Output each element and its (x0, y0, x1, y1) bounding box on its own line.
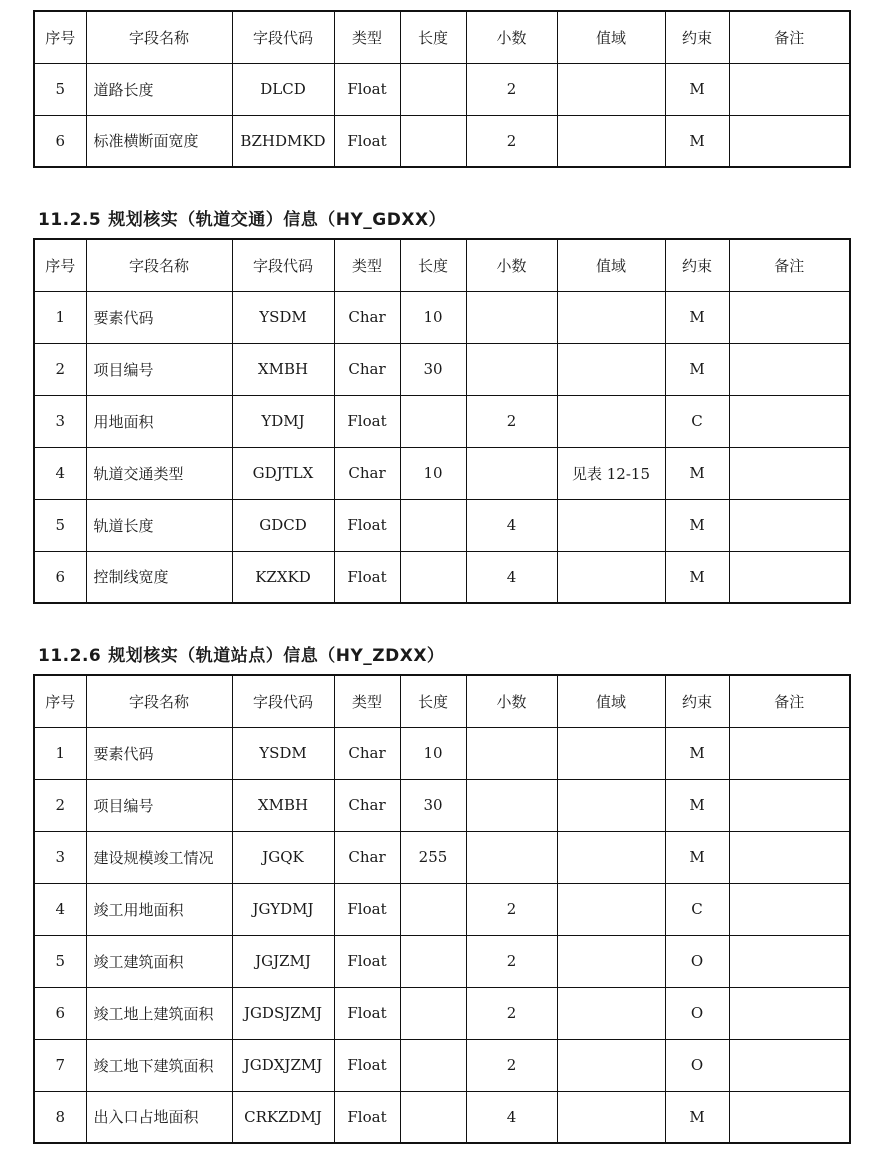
cell-note (729, 883, 850, 935)
cell-note (729, 447, 850, 499)
table-row (34, 1039, 850, 1091)
field-table-zdxx (33, 674, 851, 1144)
cell-constraint: C (665, 395, 729, 447)
header-decimal: 小数 (466, 239, 557, 291)
section-number: 11.2.5 (38, 210, 102, 230)
cell-range (557, 395, 665, 447)
cell-constraint: O (665, 987, 729, 1039)
header-type: 类型 (334, 239, 400, 291)
cell-decimal: 2 (466, 935, 557, 987)
cell-constraint: C (665, 883, 729, 935)
header-decimal: 小数 (466, 675, 557, 727)
table-row (34, 883, 850, 935)
cell-length (400, 115, 466, 167)
cell-no: 1 (34, 727, 86, 779)
cell-range (557, 1091, 665, 1143)
cell-name: 竣工地下建筑面积 (86, 1039, 232, 1091)
cell-no: 5 (34, 63, 86, 115)
header-name: 字段名称 (86, 675, 232, 727)
cell-decimal: 2 (466, 395, 557, 447)
cell-name: 用地面积 (86, 395, 232, 447)
cell-constraint: M (665, 831, 729, 883)
cell-code: GDCD (232, 499, 334, 551)
section-heading-zdxx (38, 641, 444, 666)
header-code: 字段代码 (232, 11, 334, 63)
cell-no: 4 (34, 883, 86, 935)
cell-code: JGDSJZMJ (232, 987, 334, 1039)
cell-no: 3 (34, 831, 86, 883)
cell-note (729, 551, 850, 603)
header-constraint: 约束 (665, 239, 729, 291)
header-range: 值域 (557, 11, 665, 63)
cell-range (557, 291, 665, 343)
cell-type: Float (334, 987, 400, 1039)
header-constraint: 约束 (665, 11, 729, 63)
cell-name: 竣工建筑面积 (86, 935, 232, 987)
cell-constraint: O (665, 935, 729, 987)
cell-note (729, 831, 850, 883)
header-length: 长度 (400, 675, 466, 727)
cell-constraint: M (665, 779, 729, 831)
cell-note (729, 1091, 850, 1143)
section-title: 规划核实（轨道站点）信息（HY_ZDXX） (108, 646, 445, 666)
cell-type: Float (334, 935, 400, 987)
cell-name: 要素代码 (86, 727, 232, 779)
cell-length (400, 883, 466, 935)
cell-code: BZHDMKD (232, 115, 334, 167)
cell-note (729, 343, 850, 395)
table-row (34, 779, 850, 831)
cell-note (729, 115, 850, 167)
cell-length (400, 551, 466, 603)
cell-constraint: M (665, 1091, 729, 1143)
header-constraint: 约束 (665, 675, 729, 727)
cell-decimal (466, 291, 557, 343)
cell-code: GDJTLX (232, 447, 334, 499)
cell-no: 4 (34, 447, 86, 499)
field-table-gdxx (33, 238, 851, 604)
header-length: 长度 (400, 239, 466, 291)
cell-code: KZXKD (232, 551, 334, 603)
cell-name: 要素代码 (86, 291, 232, 343)
cell-length (400, 1039, 466, 1091)
cell-constraint: M (665, 343, 729, 395)
cell-name: 项目编号 (86, 779, 232, 831)
cell-note (729, 727, 850, 779)
header-note: 备注 (729, 239, 850, 291)
cell-length (400, 987, 466, 1039)
cell-range (557, 115, 665, 167)
cell-range (557, 499, 665, 551)
cell-range (557, 779, 665, 831)
cell-range (557, 343, 665, 395)
cell-note (729, 987, 850, 1039)
header-note: 备注 (729, 675, 850, 727)
cell-length: 10 (400, 447, 466, 499)
header-range: 值域 (557, 675, 665, 727)
cell-code: JGDXJZMJ (232, 1039, 334, 1091)
cell-decimal: 2 (466, 987, 557, 1039)
table-header-row (34, 11, 850, 63)
cell-name: 轨道交通类型 (86, 447, 232, 499)
table-row (34, 115, 850, 167)
cell-constraint: O (665, 1039, 729, 1091)
cell-type: Float (334, 883, 400, 935)
cell-no: 6 (34, 551, 86, 603)
cell-range (557, 987, 665, 1039)
cell-no: 6 (34, 987, 86, 1039)
header-no: 序号 (34, 239, 86, 291)
cell-decimal (466, 831, 557, 883)
table-header-row (34, 675, 850, 727)
cell-constraint: M (665, 63, 729, 115)
cell-name: 标准横断面宽度 (86, 115, 232, 167)
field-table-continued (33, 10, 851, 168)
header-no: 序号 (34, 675, 86, 727)
cell-no: 7 (34, 1039, 86, 1091)
cell-name: 道路长度 (86, 63, 232, 115)
cell-name: 出入口占地面积 (86, 1091, 232, 1143)
cell-length: 30 (400, 779, 466, 831)
cell-note (729, 395, 850, 447)
header-name: 字段名称 (86, 239, 232, 291)
table-row (34, 987, 850, 1039)
cell-range (557, 551, 665, 603)
table-row (34, 551, 850, 603)
header-code: 字段代码 (232, 675, 334, 727)
cell-note (729, 935, 850, 987)
table-row (34, 499, 850, 551)
cell-length (400, 63, 466, 115)
section-title: 规划核实（轨道交通）信息（HY_GDXX） (108, 210, 447, 230)
table-row (34, 1091, 850, 1143)
cell-decimal: 4 (466, 499, 557, 551)
cell-range (557, 63, 665, 115)
table-row (34, 727, 850, 779)
table-header-row (34, 239, 850, 291)
cell-type: Float (334, 1091, 400, 1143)
cell-code: XMBH (232, 779, 334, 831)
cell-constraint: M (665, 115, 729, 167)
cell-no: 5 (34, 935, 86, 987)
header-length: 长度 (400, 11, 466, 63)
header-no: 序号 (34, 11, 86, 63)
cell-decimal: 4 (466, 1091, 557, 1143)
cell-decimal: 2 (466, 883, 557, 935)
cell-decimal (466, 779, 557, 831)
table-row (34, 291, 850, 343)
header-decimal: 小数 (466, 11, 557, 63)
cell-note (729, 779, 850, 831)
cell-constraint: M (665, 499, 729, 551)
cell-decimal (466, 343, 557, 395)
cell-code: CRKZDMJ (232, 1091, 334, 1143)
cell-name: 控制线宽度 (86, 551, 232, 603)
cell-range (557, 935, 665, 987)
cell-type: Float (334, 63, 400, 115)
table-row (34, 935, 850, 987)
cell-constraint: M (665, 551, 729, 603)
table-row (34, 447, 850, 499)
cell-no: 5 (34, 499, 86, 551)
cell-length (400, 935, 466, 987)
cell-type: Char (334, 727, 400, 779)
cell-type: Float (334, 499, 400, 551)
header-type: 类型 (334, 675, 400, 727)
section-number: 11.2.6 (38, 646, 102, 666)
header-note: 备注 (729, 11, 850, 63)
cell-constraint: M (665, 291, 729, 343)
cell-note (729, 1039, 850, 1091)
cell-name: 竣工地上建筑面积 (86, 987, 232, 1039)
cell-range (557, 727, 665, 779)
cell-length (400, 1091, 466, 1143)
cell-no: 2 (34, 779, 86, 831)
cell-decimal (466, 447, 557, 499)
cell-decimal: 4 (466, 551, 557, 603)
cell-type: Float (334, 395, 400, 447)
cell-constraint: M (665, 447, 729, 499)
cell-no: 2 (34, 343, 86, 395)
cell-type: Char (334, 447, 400, 499)
cell-type: Char (334, 831, 400, 883)
cell-code: JGYDMJ (232, 883, 334, 935)
cell-code: XMBH (232, 343, 334, 395)
cell-length: 255 (400, 831, 466, 883)
cell-length (400, 499, 466, 551)
cell-note (729, 499, 850, 551)
cell-name: 建设规模竣工情况 (86, 831, 232, 883)
cell-range (557, 1039, 665, 1091)
cell-decimal: 2 (466, 115, 557, 167)
cell-decimal: 2 (466, 1039, 557, 1091)
cell-decimal: 2 (466, 63, 557, 115)
cell-type: Float (334, 115, 400, 167)
cell-no: 1 (34, 291, 86, 343)
header-range: 值域 (557, 239, 665, 291)
cell-range (557, 883, 665, 935)
table-row (34, 831, 850, 883)
table-row (34, 395, 850, 447)
header-code: 字段代码 (232, 239, 334, 291)
cell-length (400, 395, 466, 447)
cell-code: YDMJ (232, 395, 334, 447)
cell-code: YSDM (232, 291, 334, 343)
cell-note (729, 63, 850, 115)
cell-type: Float (334, 551, 400, 603)
cell-code: JGQK (232, 831, 334, 883)
cell-type: Char (334, 343, 400, 395)
header-name: 字段名称 (86, 11, 232, 63)
cell-length: 10 (400, 291, 466, 343)
cell-type: Float (334, 1039, 400, 1091)
cell-name: 项目编号 (86, 343, 232, 395)
cell-type: Char (334, 291, 400, 343)
cell-code: YSDM (232, 727, 334, 779)
cell-no: 3 (34, 395, 86, 447)
cell-code: JGJZMJ (232, 935, 334, 987)
cell-constraint: M (665, 727, 729, 779)
cell-name: 轨道长度 (86, 499, 232, 551)
cell-name: 竣工用地面积 (86, 883, 232, 935)
cell-range (557, 831, 665, 883)
section-heading-gdxx (38, 205, 446, 230)
cell-length: 30 (400, 343, 466, 395)
cell-decimal (466, 727, 557, 779)
table-row (34, 343, 850, 395)
cell-no: 8 (34, 1091, 86, 1143)
cell-range: 见表 12-15 (557, 447, 665, 499)
cell-no: 6 (34, 115, 86, 167)
table-row (34, 63, 850, 115)
cell-length: 10 (400, 727, 466, 779)
cell-type: Char (334, 779, 400, 831)
cell-code: DLCD (232, 63, 334, 115)
cell-note (729, 291, 850, 343)
header-type: 类型 (334, 11, 400, 63)
